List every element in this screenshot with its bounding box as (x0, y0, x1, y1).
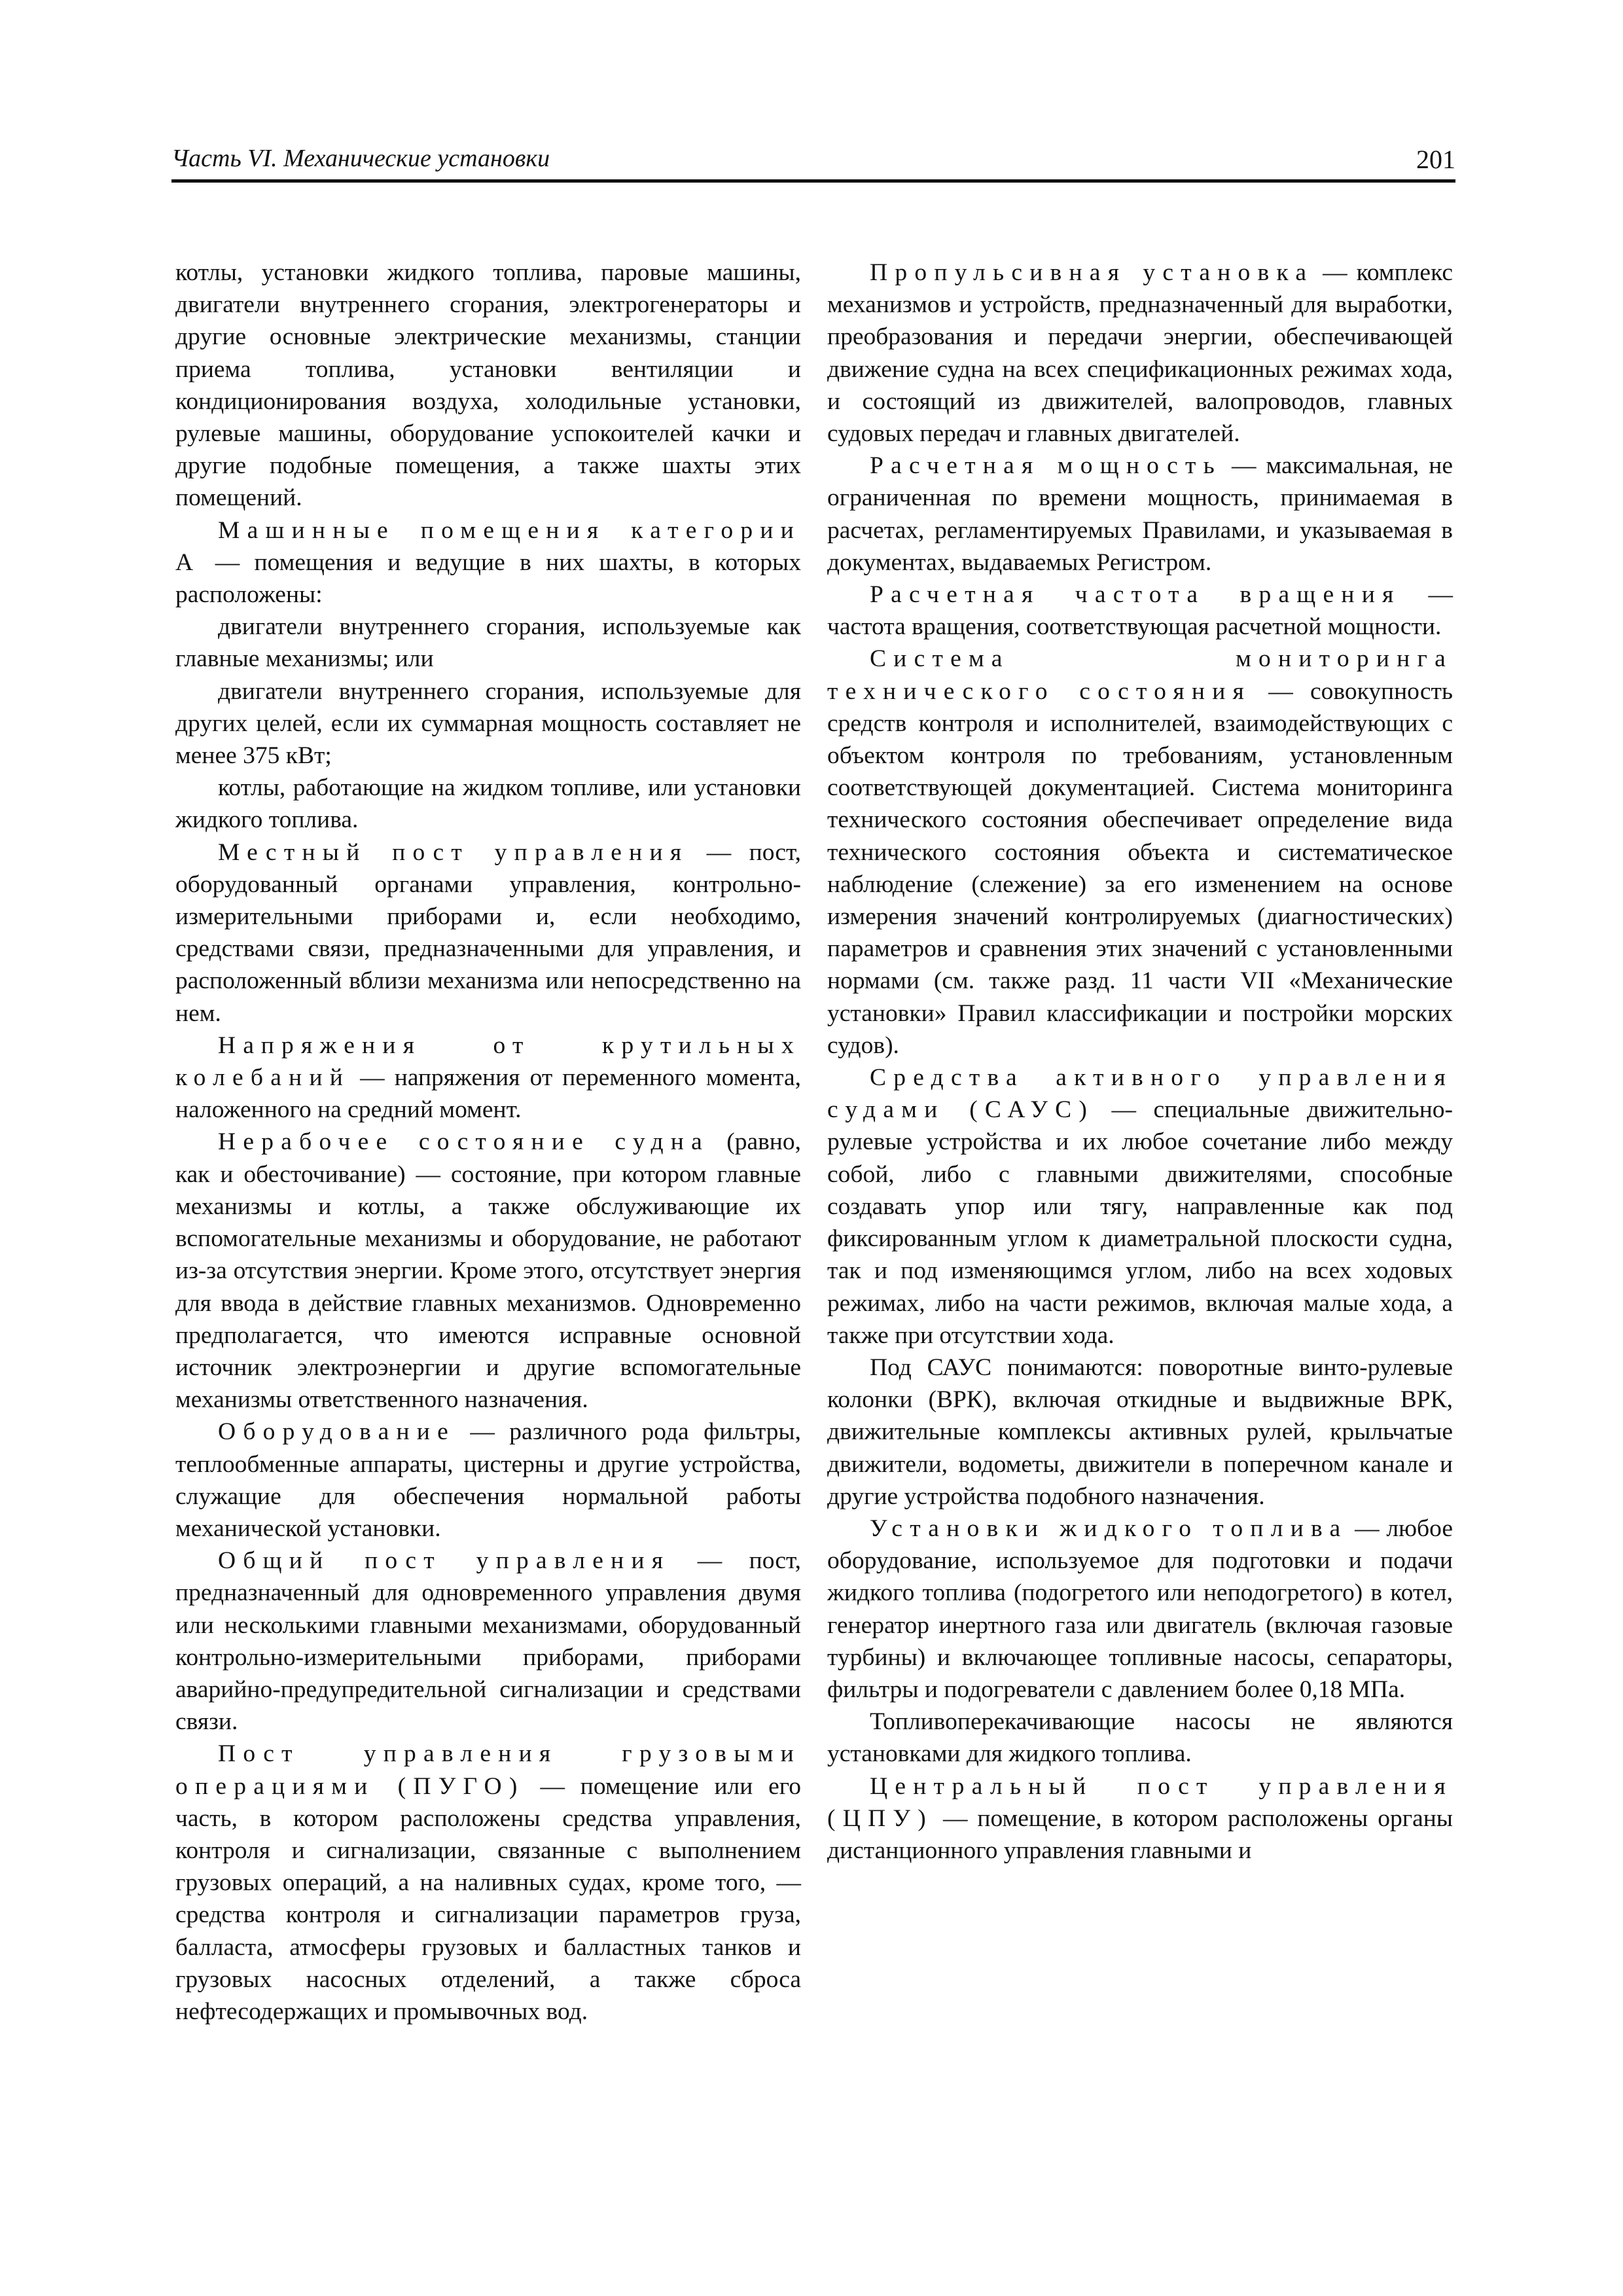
term: Местный пост управления (218, 838, 689, 866)
term: Напряжения от крутильных колебаний (175, 1031, 801, 1092)
paragraph-text: — пост, оборудованный органами управления, контрольно-измерительными приборами и, если необходимо, средствами связи, предназначенными для управления, и расположенный вблизи механизма или непосредственно на нем. (175, 838, 801, 1027)
paragraph-text: — напряжения от переменного момента, наложенного на средний момент. (175, 1064, 801, 1124)
paragraph-text: — помещения и ведущие в них шахты, в которых расположены: (175, 548, 801, 609)
term: Пост управления грузовыми операциями (ПУГО) (175, 1740, 801, 1800)
paragraph-text: — максимальная, не ограниченная по времени мощность, принимаемая в расчетах, регламентируемых Правилами, и указываемая в документах, выдаваемых Регистром. (827, 452, 1453, 576)
paragraph-text: — помещение, в котором расположены органы дистанционного управления главными и (827, 1804, 1453, 1864)
paragraph-text: — специальные движительно-рулевые устройства и их любое сочетание либо между собой, либо с главными движителями, способные создавать упор или тягу, направленные как под фиксированным углом к диаметральной плоскости судна, так и под изменяющимся углом, либо на всех ходовых режимах, либо на части режимов, включая малые хода, а также при отсутствии хода. (827, 1096, 1453, 1349)
term: Расчетная мощность (870, 452, 1222, 480)
paragraph (175, 514, 801, 611)
paragraph-text: — помещение или его часть, в котором расположены средства управления, контроля и сигнализации, связанные с выполнением грузовых операций, а на наливных судах, кроме того, — средства контроля и сигнализации параметров груза, балласта, атмосферы грузовых и балластных танков и грузовых насосных отделений, а также сброса нефтесодержащих и промывочных вод. (175, 1772, 801, 2025)
term: Общий пост управления (218, 1547, 671, 1575)
term: Пропульсивная установка (870, 259, 1314, 286)
paragraph (175, 611, 801, 675)
paragraph (175, 772, 801, 836)
paragraph-text: — частота вращения, соответствующая расчетной мощности. (827, 581, 1453, 641)
paragraph (827, 450, 1453, 579)
paragraph-text: — комплекс механизмов и устройств, предназначенный для выработки, преобразования и передачи энергии, обеспечивающей движение судна на всех спецификационных режимах хода, и состоящий из движителей, валопроводов, главных судовых передач и главных двигателей. (827, 259, 1454, 448)
paragraph-text: Топливоперекачивающие насосы не являются установками для жидкого топлива. (827, 1708, 1453, 1768)
paragraph (175, 257, 801, 514)
header-title: Часть VI. Механические установки (171, 145, 550, 172)
paragraph-text: — различного рода фильтры, теплообменные аппараты, цистерны и другие устройства, служащие для обеспечения нормальной работы механической установки. (175, 1418, 801, 1542)
term: Средства активного управления судами (САУС) (827, 1064, 1453, 1124)
paragraph (175, 1416, 801, 1545)
paragraph-text: — пост, предназначенный для одновременного управления двумя или несколькими главными механизмами, оборудованный контрольно-измерительными приборами, приборами аварийно-предупредительной сигнализации и средствами связи. (175, 1547, 801, 1736)
term: Расчетная частота вращения (870, 581, 1401, 609)
term: Система мониторинга технического состояния (827, 645, 1453, 705)
paragraph (827, 579, 1453, 643)
paragraph (827, 1062, 1453, 1352)
paragraph (175, 836, 801, 1030)
paragraph-text: (равно, как и обесточивание) — состояние, при котором главные механизмы и котлы, а также обслуживающие их вспомогательные механизмы и оборудование, не работают из-за отсутствия энергии. Кроме этого, отсутствует энергия для ввода в действие главных механизмов. Одновременно предполагается, что имеются исправные основной источник электроэнергии и другие вспомогательные механизмы ответственного назначения. (175, 1128, 801, 1414)
paragraph (827, 1352, 1453, 1513)
paragraph-text: двигатели внутреннего сгорания, используемые как главные механизмы; или (175, 613, 801, 673)
paragraph (175, 1030, 801, 1126)
paragraph-text: — любое оборудование, используемое для подготовки и подачи жидкого топлива (подогретого или неподогретого) в котел, генератор инертного газа или двигатель (включая газовые турбины) и включающее топливные насосы, сепараторы, фильтры и подогреватели с давлением более 0,18 МПа. (827, 1515, 1453, 1703)
paragraph (827, 1706, 1453, 1770)
paragraph (175, 1126, 801, 1416)
paragraph (175, 1738, 801, 2028)
term: Установки жидкого топлива (870, 1515, 1348, 1542)
paragraph-text: двигатели внутреннего сгорания, используемые для других целей, если их суммарная мощность составляет не менее 375 кВт; (175, 677, 801, 770)
paragraph (827, 1513, 1453, 1706)
paragraph (175, 675, 801, 772)
right-column (827, 257, 1453, 1867)
page-number: 201 (1416, 145, 1455, 174)
term: Машинные помещения категории А (175, 516, 801, 576)
paragraph-text: котлы, работающие на жидком топливе, или установки жидкого топлива. (175, 774, 801, 834)
left-column (175, 257, 801, 2028)
term: Нерабочее состояние судна (218, 1128, 710, 1156)
paragraph-text: — совокупность средств контроля и исполнителей, взаимодействующих с объектом контроля по требованиям, установленным соответствующей документацией. Система мониторинга технического состояния обеспечивает определение вида технического состояния объекта и систематическое наблюдение (слежение) за его изменением на основе измерения значений контролируемых (диагностических) параметров и сравнения этих значений с установленными нормами (см. также разд. 11 части VII «Механические установки» Правил классификации и постройки морских судов). (827, 677, 1453, 1059)
paragraph (827, 643, 1453, 1062)
paragraph (827, 1770, 1453, 1867)
page-header (171, 140, 1455, 183)
paragraph-text: Под САУС понимаются: поворотные винто-рулевые колонки (ВРК), включая откидные и выдвижные ВРК, движительные комплексы активных рулей, крыльчатые движители, водометы, движители в поперечном канале и другие устройства подобного назначения. (827, 1354, 1453, 1510)
term: Центральный пост управления (ЦПУ) (827, 1772, 1453, 1832)
term: Оборудование (218, 1418, 456, 1446)
paragraph (827, 257, 1453, 450)
paragraph-text: котлы, установки жидкого топлива, паровые машины, двигатели внутреннего сгорания, электрогенераторы и другие основные электрические механизмы, станции приема топлива, установки вентиляции и кондиционирования воздуха, холодильные установки, рулевые машины, оборудование успокоителей качки и другие подобные помещения, а также шахты этих помещений. (175, 259, 801, 512)
paragraph (175, 1545, 801, 1738)
